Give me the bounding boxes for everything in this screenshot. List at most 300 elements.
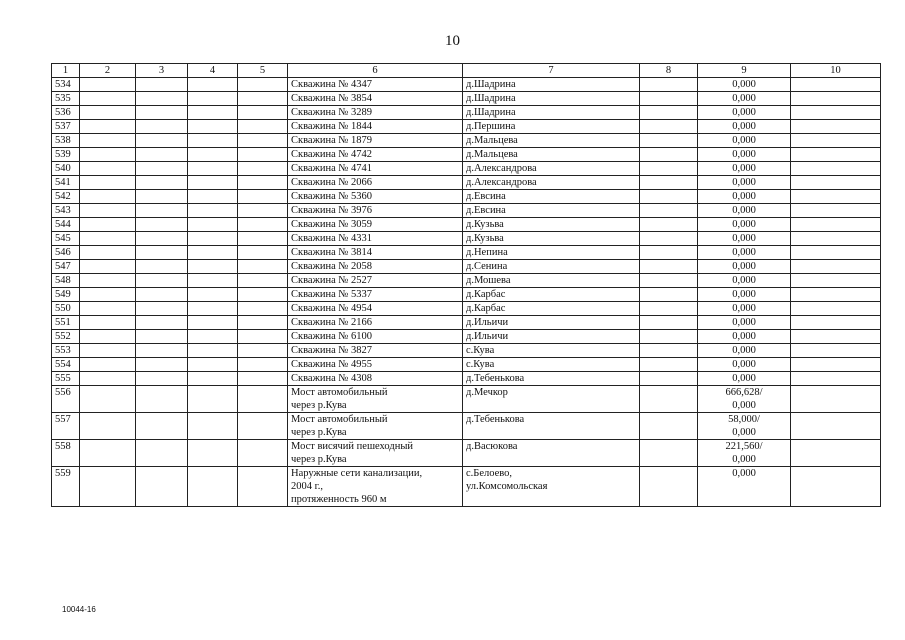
cell-empty-4 bbox=[188, 92, 238, 106]
cell-number: 536 bbox=[52, 106, 80, 120]
table-row bbox=[52, 162, 881, 176]
cell-empty-3 bbox=[136, 316, 188, 330]
cell-empty-8 bbox=[640, 204, 698, 218]
cell-empty-10 bbox=[791, 134, 881, 148]
cell-empty-10 bbox=[791, 467, 881, 507]
cell-empty-8 bbox=[640, 260, 698, 274]
table-row bbox=[52, 78, 881, 92]
column-header-7: 7 bbox=[463, 64, 640, 78]
cell-number: 539 bbox=[52, 148, 80, 162]
column-header-9: 9 bbox=[698, 64, 791, 78]
cell-value: 58,000/ 0,000 bbox=[698, 413, 791, 440]
cell-number: 553 bbox=[52, 344, 80, 358]
table-row bbox=[52, 190, 881, 204]
cell-empty-2 bbox=[80, 386, 136, 413]
cell-value: 0,000 bbox=[698, 260, 791, 274]
cell-location: д.Тебенькова bbox=[463, 372, 640, 386]
cell-empty-8 bbox=[640, 232, 698, 246]
cell-empty-5 bbox=[238, 467, 288, 507]
cell-number: 559 bbox=[52, 467, 80, 507]
column-header-2: 2 bbox=[80, 64, 136, 78]
cell-empty-5 bbox=[238, 372, 288, 386]
cell-empty-8 bbox=[640, 386, 698, 413]
cell-empty-8 bbox=[640, 134, 698, 148]
cell-empty-5 bbox=[238, 302, 288, 316]
column-header-3: 3 bbox=[136, 64, 188, 78]
cell-empty-8 bbox=[640, 288, 698, 302]
cell-value: 0,000 bbox=[698, 372, 791, 386]
cell-empty-10 bbox=[791, 316, 881, 330]
cell-empty-4 bbox=[188, 148, 238, 162]
cell-empty-8 bbox=[640, 106, 698, 120]
cell-empty-4 bbox=[188, 344, 238, 358]
cell-empty-8 bbox=[640, 162, 698, 176]
cell-empty-8 bbox=[640, 190, 698, 204]
cell-location: д.Васюкова bbox=[463, 440, 640, 467]
cell-location: д.Ильичи bbox=[463, 316, 640, 330]
cell-number: 542 bbox=[52, 190, 80, 204]
cell-value: 0,000 bbox=[698, 190, 791, 204]
cell-object-name: Скважина № 2166 bbox=[288, 316, 463, 330]
cell-empty-4 bbox=[188, 288, 238, 302]
cell-empty-8 bbox=[640, 358, 698, 372]
cell-number: 551 bbox=[52, 316, 80, 330]
table-row bbox=[52, 467, 881, 507]
cell-empty-10 bbox=[791, 190, 881, 204]
cell-empty-10 bbox=[791, 176, 881, 190]
cell-empty-4 bbox=[188, 330, 238, 344]
cell-empty-10 bbox=[791, 413, 881, 440]
cell-location: д.Кузьва bbox=[463, 218, 640, 232]
cell-empty-2 bbox=[80, 344, 136, 358]
cell-empty-4 bbox=[188, 467, 238, 507]
cell-empty-2 bbox=[80, 246, 136, 260]
cell-empty-4 bbox=[188, 372, 238, 386]
cell-object-name: Скважина № 4308 bbox=[288, 372, 463, 386]
cell-empty-2 bbox=[80, 288, 136, 302]
cell-empty-4 bbox=[188, 316, 238, 330]
cell-empty-4 bbox=[188, 274, 238, 288]
column-header-10: 10 bbox=[791, 64, 881, 78]
cell-empty-4 bbox=[188, 134, 238, 148]
cell-location: д.Мальцева bbox=[463, 148, 640, 162]
cell-empty-5 bbox=[238, 274, 288, 288]
cell-location: д.Евсина bbox=[463, 190, 640, 204]
cell-empty-4 bbox=[188, 106, 238, 120]
column-header-4: 4 bbox=[188, 64, 238, 78]
cell-object-name: Скважина № 4955 bbox=[288, 358, 463, 372]
cell-location: д.Першина bbox=[463, 120, 640, 134]
cell-value: 0,000 bbox=[698, 288, 791, 302]
cell-object-name: Скважина № 4347 bbox=[288, 78, 463, 92]
table-row bbox=[52, 274, 881, 288]
cell-empty-3 bbox=[136, 120, 188, 134]
cell-empty-5 bbox=[238, 344, 288, 358]
cell-empty-4 bbox=[188, 232, 238, 246]
cell-empty-2 bbox=[80, 204, 136, 218]
cell-empty-4 bbox=[188, 162, 238, 176]
cell-number: 541 bbox=[52, 176, 80, 190]
cell-empty-8 bbox=[640, 246, 698, 260]
cell-empty-4 bbox=[188, 260, 238, 274]
cell-number: 546 bbox=[52, 246, 80, 260]
cell-empty-5 bbox=[238, 316, 288, 330]
table-header-row bbox=[52, 64, 881, 78]
cell-location: д.Александрова bbox=[463, 162, 640, 176]
cell-empty-10 bbox=[791, 92, 881, 106]
cell-value: 0,000 bbox=[698, 232, 791, 246]
cell-empty-5 bbox=[238, 260, 288, 274]
cell-value: 0,000 bbox=[698, 134, 791, 148]
cell-value: 0,000 bbox=[698, 467, 791, 507]
cell-empty-5 bbox=[238, 288, 288, 302]
cell-empty-5 bbox=[238, 386, 288, 413]
cell-value: 0,000 bbox=[698, 218, 791, 232]
cell-empty-3 bbox=[136, 288, 188, 302]
cell-number: 537 bbox=[52, 120, 80, 134]
cell-empty-2 bbox=[80, 148, 136, 162]
cell-empty-8 bbox=[640, 440, 698, 467]
cell-empty-3 bbox=[136, 190, 188, 204]
cell-empty-4 bbox=[188, 440, 238, 467]
cell-empty-5 bbox=[238, 190, 288, 204]
cell-location: д.Александрова bbox=[463, 176, 640, 190]
cell-location: д.Шадрина bbox=[463, 78, 640, 92]
cell-empty-2 bbox=[80, 413, 136, 440]
cell-location: с.Кува bbox=[463, 358, 640, 372]
cell-value: 0,000 bbox=[698, 204, 791, 218]
cell-empty-5 bbox=[238, 358, 288, 372]
cell-empty-10 bbox=[791, 106, 881, 120]
cell-empty-8 bbox=[640, 372, 698, 386]
cell-object-name: Мост автомобильный через р.Кува bbox=[288, 386, 463, 413]
cell-number: 534 bbox=[52, 78, 80, 92]
cell-empty-10 bbox=[791, 232, 881, 246]
cell-location: с.Кува bbox=[463, 344, 640, 358]
cell-empty-5 bbox=[238, 148, 288, 162]
cell-empty-10 bbox=[791, 260, 881, 274]
cell-number: 552 bbox=[52, 330, 80, 344]
cell-location: д.Тебенькова bbox=[463, 413, 640, 440]
cell-value: 0,000 bbox=[698, 316, 791, 330]
cell-location: д.Мошева bbox=[463, 274, 640, 288]
cell-number: 535 bbox=[52, 92, 80, 106]
table-row bbox=[52, 204, 881, 218]
cell-empty-3 bbox=[136, 386, 188, 413]
cell-value: 0,000 bbox=[698, 344, 791, 358]
cell-object-name: Скважина № 6100 bbox=[288, 330, 463, 344]
table-row bbox=[52, 232, 881, 246]
cell-empty-3 bbox=[136, 148, 188, 162]
cell-empty-5 bbox=[238, 106, 288, 120]
table-row bbox=[52, 316, 881, 330]
cell-number: 555 bbox=[52, 372, 80, 386]
cell-empty-2 bbox=[80, 78, 136, 92]
cell-number: 558 bbox=[52, 440, 80, 467]
cell-number: 543 bbox=[52, 204, 80, 218]
cell-empty-10 bbox=[791, 440, 881, 467]
cell-object-name: Скважина № 5337 bbox=[288, 288, 463, 302]
cell-value: 221,560/ 0,000 bbox=[698, 440, 791, 467]
cell-location: д.Ильичи bbox=[463, 330, 640, 344]
cell-object-name: Скважина № 2058 bbox=[288, 260, 463, 274]
cell-empty-10 bbox=[791, 120, 881, 134]
cell-object-name: Скважина № 4954 bbox=[288, 302, 463, 316]
cell-number: 538 bbox=[52, 134, 80, 148]
document-code: 10044-16 bbox=[62, 605, 96, 614]
cell-value: 666,628/ 0,000 bbox=[698, 386, 791, 413]
cell-object-name: Скважина № 3059 bbox=[288, 218, 463, 232]
cell-object-name: Мост висячий пешеходный через р.Кува bbox=[288, 440, 463, 467]
cell-value: 0,000 bbox=[698, 106, 791, 120]
cell-empty-8 bbox=[640, 92, 698, 106]
cell-empty-3 bbox=[136, 218, 188, 232]
table-row bbox=[52, 372, 881, 386]
cell-number: 550 bbox=[52, 302, 80, 316]
cell-value: 0,000 bbox=[698, 120, 791, 134]
cell-empty-8 bbox=[640, 274, 698, 288]
cell-empty-3 bbox=[136, 260, 188, 274]
cell-empty-8 bbox=[640, 120, 698, 134]
cell-empty-2 bbox=[80, 218, 136, 232]
cell-empty-2 bbox=[80, 372, 136, 386]
cell-empty-2 bbox=[80, 467, 136, 507]
cell-location: д.Мальцева bbox=[463, 134, 640, 148]
cell-empty-5 bbox=[238, 232, 288, 246]
cell-empty-8 bbox=[640, 344, 698, 358]
table-row bbox=[52, 92, 881, 106]
cell-empty-10 bbox=[791, 246, 881, 260]
table-row bbox=[52, 413, 881, 440]
cell-empty-5 bbox=[238, 330, 288, 344]
cell-empty-10 bbox=[791, 330, 881, 344]
cell-empty-5 bbox=[238, 413, 288, 440]
cell-value: 0,000 bbox=[698, 148, 791, 162]
cell-empty-5 bbox=[238, 176, 288, 190]
cell-empty-2 bbox=[80, 106, 136, 120]
table-row bbox=[52, 440, 881, 467]
cell-empty-10 bbox=[791, 344, 881, 358]
cell-location: д.Непина bbox=[463, 246, 640, 260]
cell-value: 0,000 bbox=[698, 162, 791, 176]
cell-empty-3 bbox=[136, 78, 188, 92]
table-row bbox=[52, 302, 881, 316]
cell-location: д.Евсина bbox=[463, 204, 640, 218]
cell-empty-5 bbox=[238, 78, 288, 92]
table-row bbox=[52, 246, 881, 260]
cell-value: 0,000 bbox=[698, 330, 791, 344]
cell-empty-4 bbox=[188, 218, 238, 232]
cell-empty-3 bbox=[136, 440, 188, 467]
cell-value: 0,000 bbox=[698, 78, 791, 92]
cell-empty-3 bbox=[136, 467, 188, 507]
cell-empty-5 bbox=[238, 134, 288, 148]
cell-empty-10 bbox=[791, 302, 881, 316]
cell-empty-2 bbox=[80, 440, 136, 467]
cell-empty-5 bbox=[238, 92, 288, 106]
column-header-1: 1 bbox=[52, 64, 80, 78]
cell-object-name: Скважина № 3827 bbox=[288, 344, 463, 358]
cell-empty-10 bbox=[791, 358, 881, 372]
cell-location: д.Карбас bbox=[463, 302, 640, 316]
cell-empty-5 bbox=[238, 162, 288, 176]
cell-value: 0,000 bbox=[698, 176, 791, 190]
cell-value: 0,000 bbox=[698, 302, 791, 316]
cell-empty-3 bbox=[136, 162, 188, 176]
cell-empty-8 bbox=[640, 467, 698, 507]
cell-empty-4 bbox=[188, 302, 238, 316]
cell-object-name: Скважина № 3289 bbox=[288, 106, 463, 120]
cell-object-name: Скважина № 4331 bbox=[288, 232, 463, 246]
cell-empty-3 bbox=[136, 134, 188, 148]
cell-empty-8 bbox=[640, 413, 698, 440]
cell-empty-3 bbox=[136, 204, 188, 218]
table-row bbox=[52, 288, 881, 302]
cell-object-name: Скважина № 3854 bbox=[288, 92, 463, 106]
cell-empty-3 bbox=[136, 413, 188, 440]
cell-number: 540 bbox=[52, 162, 80, 176]
cell-empty-2 bbox=[80, 176, 136, 190]
cell-value: 0,000 bbox=[698, 358, 791, 372]
table-row bbox=[52, 330, 881, 344]
cell-empty-2 bbox=[80, 358, 136, 372]
table-row bbox=[52, 176, 881, 190]
cell-empty-10 bbox=[791, 288, 881, 302]
column-header-8: 8 bbox=[640, 64, 698, 78]
cell-empty-8 bbox=[640, 218, 698, 232]
cell-object-name: Скважина № 3976 bbox=[288, 204, 463, 218]
cell-number: 547 bbox=[52, 260, 80, 274]
cell-value: 0,000 bbox=[698, 246, 791, 260]
cell-empty-8 bbox=[640, 78, 698, 92]
cell-empty-2 bbox=[80, 302, 136, 316]
cell-empty-3 bbox=[136, 274, 188, 288]
table-row bbox=[52, 358, 881, 372]
cell-empty-8 bbox=[640, 316, 698, 330]
cell-location: д.Кузьва bbox=[463, 232, 640, 246]
cell-location: д.Шадрина bbox=[463, 92, 640, 106]
cell-empty-3 bbox=[136, 232, 188, 246]
cell-number: 554 bbox=[52, 358, 80, 372]
cell-empty-5 bbox=[238, 440, 288, 467]
cell-empty-10 bbox=[791, 372, 881, 386]
cell-empty-3 bbox=[136, 302, 188, 316]
cell-empty-10 bbox=[791, 386, 881, 413]
cell-number: 548 bbox=[52, 274, 80, 288]
cell-empty-2 bbox=[80, 316, 136, 330]
cell-empty-2 bbox=[80, 134, 136, 148]
cell-location: с.Белоево, ул.Комсомольская bbox=[463, 467, 640, 507]
cell-empty-10 bbox=[791, 274, 881, 288]
cell-object-name: Скважина № 1844 bbox=[288, 120, 463, 134]
property-registry-table bbox=[51, 63, 881, 507]
cell-empty-2 bbox=[80, 162, 136, 176]
table-row bbox=[52, 386, 881, 413]
cell-empty-10 bbox=[791, 78, 881, 92]
table-row bbox=[52, 120, 881, 134]
cell-empty-2 bbox=[80, 260, 136, 274]
cell-empty-3 bbox=[136, 106, 188, 120]
cell-empty-8 bbox=[640, 330, 698, 344]
cell-empty-5 bbox=[238, 246, 288, 260]
table-row bbox=[52, 148, 881, 162]
cell-empty-4 bbox=[188, 204, 238, 218]
cell-number: 549 bbox=[52, 288, 80, 302]
cell-empty-3 bbox=[136, 330, 188, 344]
cell-empty-8 bbox=[640, 148, 698, 162]
cell-empty-4 bbox=[188, 386, 238, 413]
cell-empty-2 bbox=[80, 120, 136, 134]
cell-object-name: Скважина № 4741 bbox=[288, 162, 463, 176]
cell-empty-4 bbox=[188, 120, 238, 134]
table-row bbox=[52, 260, 881, 274]
table-row bbox=[52, 218, 881, 232]
cell-empty-4 bbox=[188, 413, 238, 440]
cell-location: д.Шадрина bbox=[463, 106, 640, 120]
cell-empty-10 bbox=[791, 218, 881, 232]
cell-object-name: Скважина № 3814 bbox=[288, 246, 463, 260]
column-header-6: 6 bbox=[288, 64, 463, 78]
cell-empty-10 bbox=[791, 162, 881, 176]
cell-empty-2 bbox=[80, 232, 136, 246]
cell-empty-5 bbox=[238, 218, 288, 232]
column-header-5: 5 bbox=[238, 64, 288, 78]
cell-empty-3 bbox=[136, 344, 188, 358]
cell-empty-2 bbox=[80, 274, 136, 288]
cell-number: 556 bbox=[52, 386, 80, 413]
cell-number: 545 bbox=[52, 232, 80, 246]
cell-empty-2 bbox=[80, 330, 136, 344]
cell-value: 0,000 bbox=[698, 92, 791, 106]
page-number: 10 bbox=[445, 33, 460, 49]
cell-empty-10 bbox=[791, 148, 881, 162]
table-row bbox=[52, 344, 881, 358]
cell-empty-5 bbox=[238, 204, 288, 218]
cell-object-name: Скважина № 4742 bbox=[288, 148, 463, 162]
cell-empty-2 bbox=[80, 190, 136, 204]
cell-object-name: Скважина № 5360 bbox=[288, 190, 463, 204]
cell-location: д.Карбас bbox=[463, 288, 640, 302]
cell-empty-4 bbox=[188, 358, 238, 372]
cell-empty-8 bbox=[640, 302, 698, 316]
cell-empty-4 bbox=[188, 78, 238, 92]
cell-number: 557 bbox=[52, 413, 80, 440]
cell-location: д.Мечкор bbox=[463, 386, 640, 413]
table-row bbox=[52, 106, 881, 120]
cell-object-name: Скважина № 1879 bbox=[288, 134, 463, 148]
cell-empty-8 bbox=[640, 176, 698, 190]
cell-empty-5 bbox=[238, 120, 288, 134]
cell-value: 0,000 bbox=[698, 274, 791, 288]
cell-object-name: Мост автомобильный через р.Кува bbox=[288, 413, 463, 440]
cell-empty-4 bbox=[188, 246, 238, 260]
cell-empty-3 bbox=[136, 92, 188, 106]
cell-empty-4 bbox=[188, 190, 238, 204]
cell-empty-4 bbox=[188, 176, 238, 190]
cell-number: 544 bbox=[52, 218, 80, 232]
cell-empty-10 bbox=[791, 204, 881, 218]
cell-empty-3 bbox=[136, 358, 188, 372]
cell-object-name: Скважина № 2527 bbox=[288, 274, 463, 288]
cell-object-name: Скважина № 2066 bbox=[288, 176, 463, 190]
cell-location: д.Сенина bbox=[463, 260, 640, 274]
cell-empty-3 bbox=[136, 176, 188, 190]
table-row bbox=[52, 134, 881, 148]
cell-object-name: Наружные сети канализации, 2004 г., протяженность 960 м bbox=[288, 467, 463, 507]
cell-empty-3 bbox=[136, 372, 188, 386]
cell-empty-2 bbox=[80, 92, 136, 106]
cell-empty-3 bbox=[136, 246, 188, 260]
